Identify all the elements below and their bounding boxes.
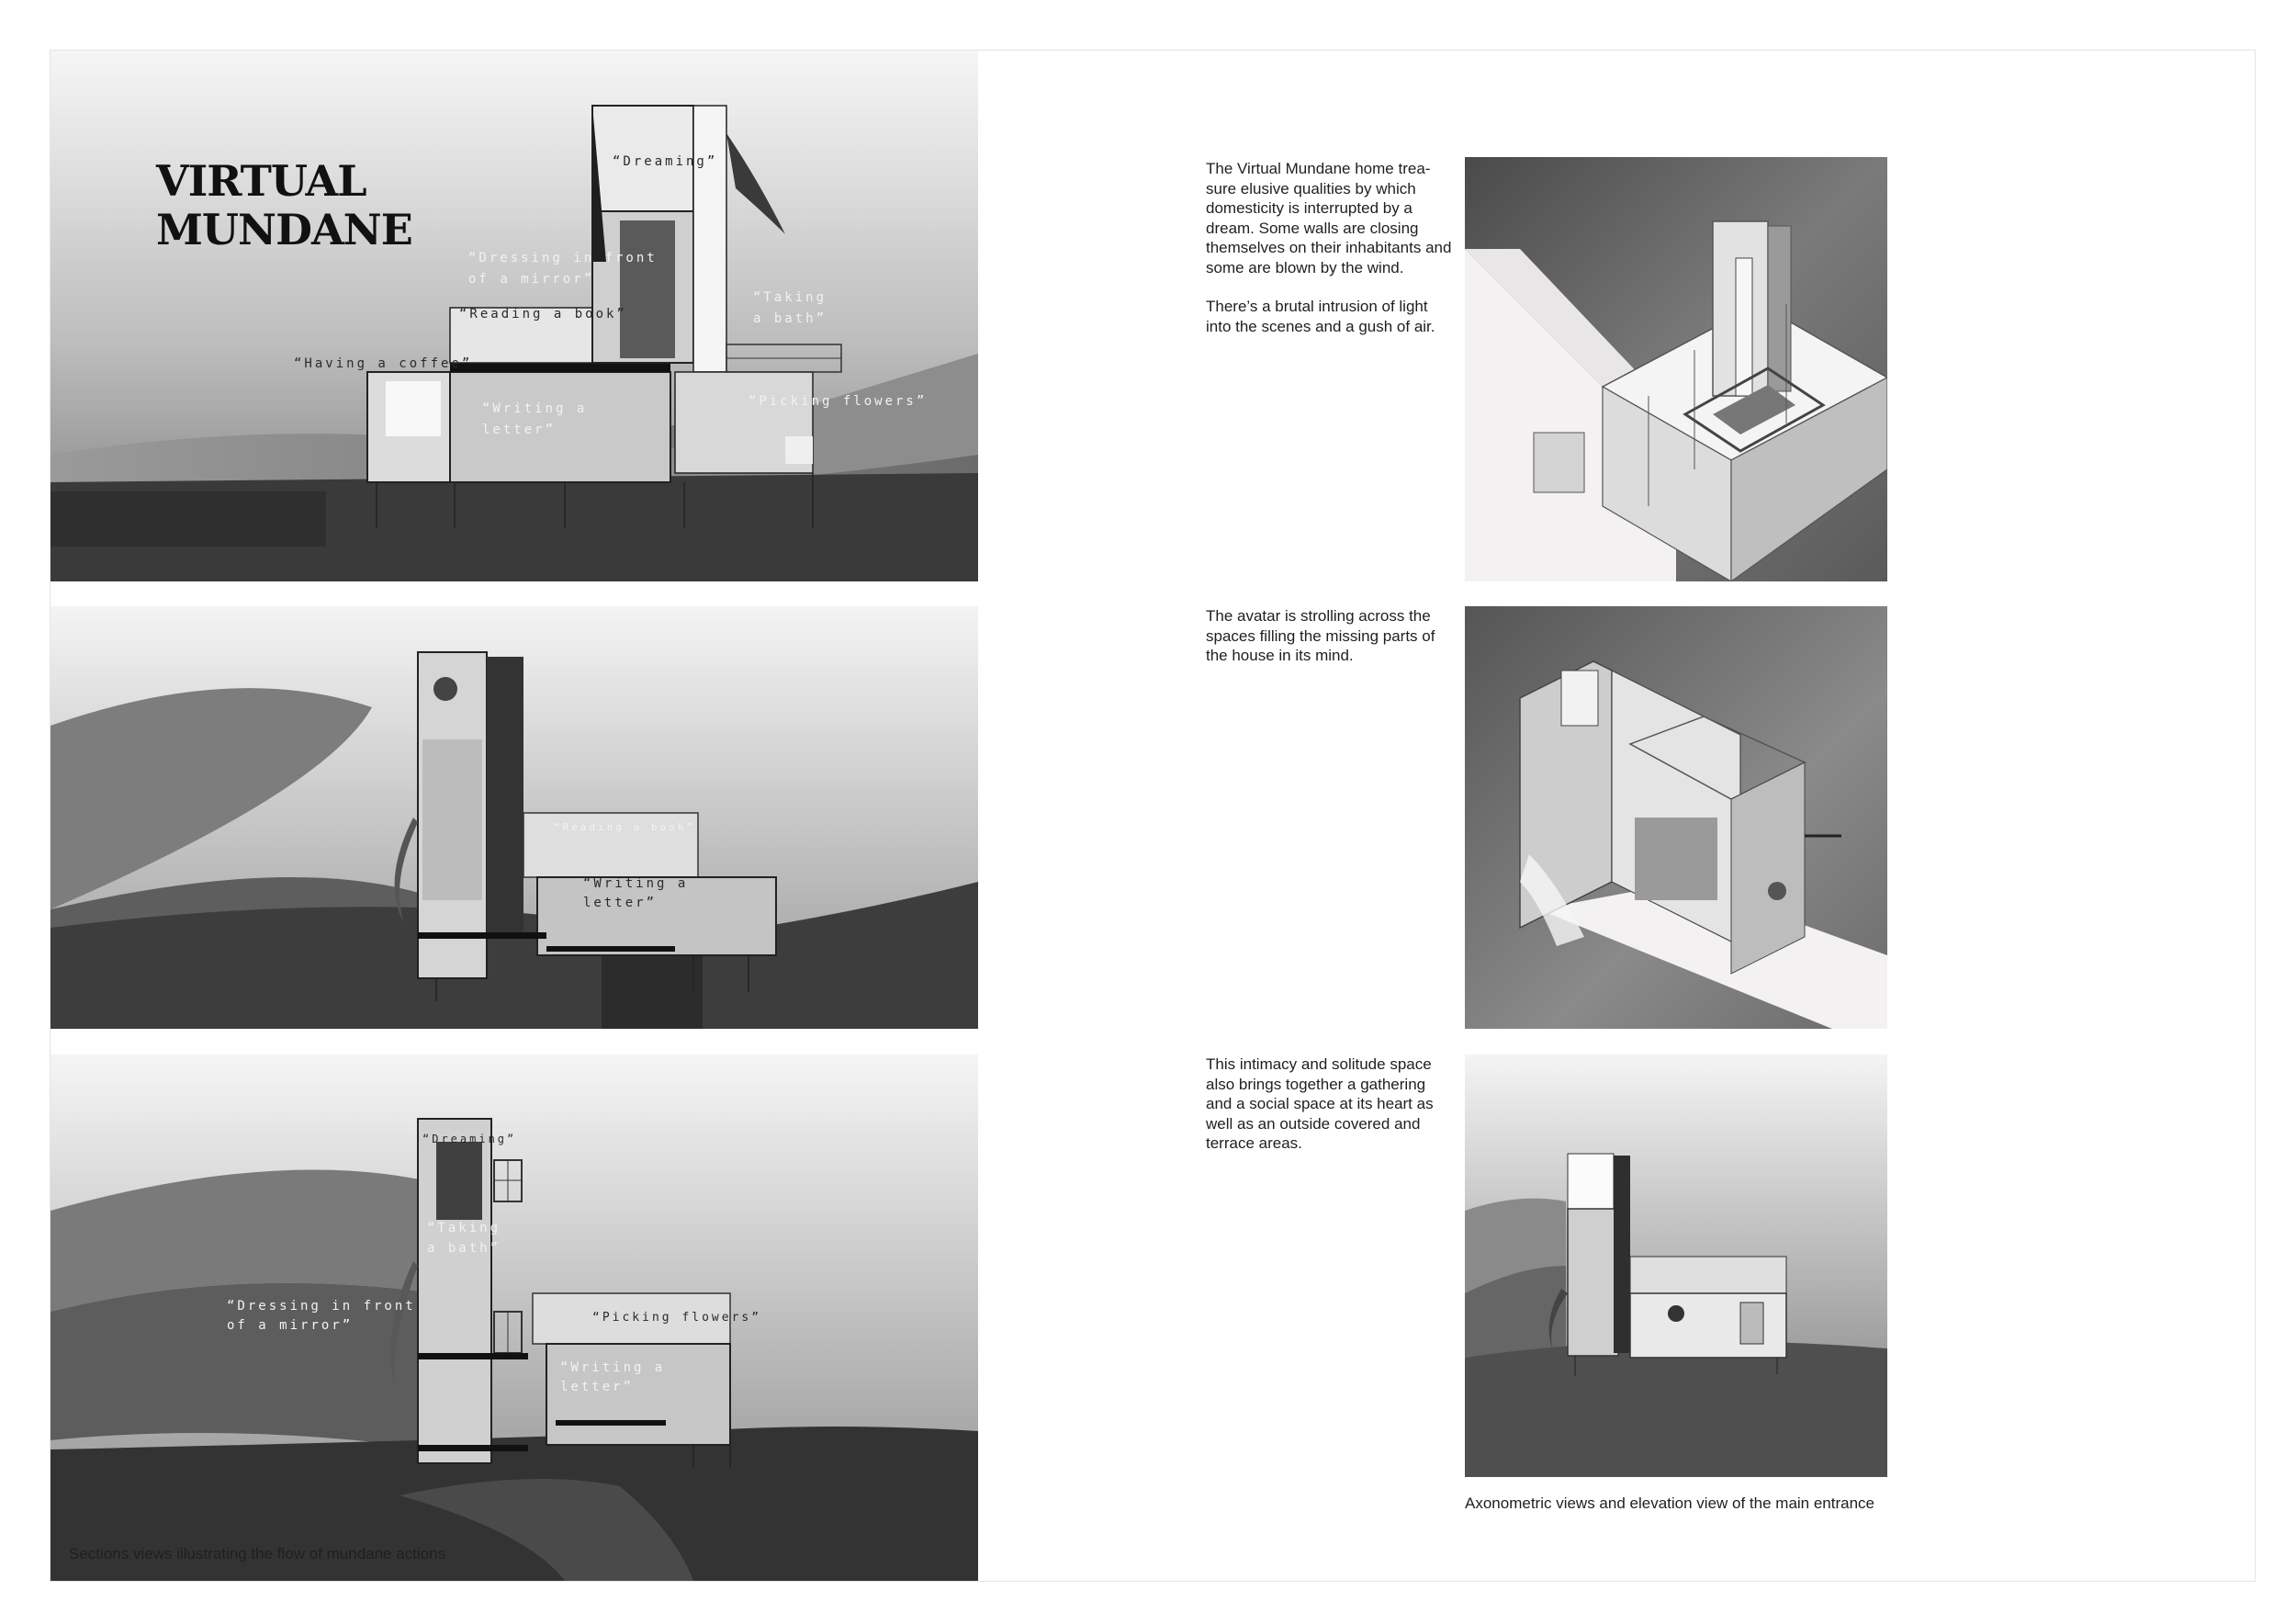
sections-caption: Sections views illustrating the flow of mundane actions (69, 1545, 446, 1562)
label-mirror-line2: of a mirror” (227, 1318, 354, 1333)
description-3-paragraph: This intimacy and solitude space also brings together a gathering and a social space at its heart as well as an outside covered and terrace areas. (1206, 1055, 1434, 1152)
section-view-2 (51, 606, 978, 1029)
description-2-paragraph: The avatar is strolling across the spaces filling the missing parts of the house in its mind. (1206, 607, 1435, 664)
title-line-2: MUNDANE (156, 205, 412, 254)
axonometric-view-2 (1465, 606, 1887, 1029)
label-writing-line1: “Writing a (560, 1360, 666, 1375)
presentation-sheet (50, 50, 2256, 1582)
elevation-view-main-entrance (1465, 1054, 1887, 1477)
axonometric-view-1 (1465, 157, 1887, 581)
section-view-3 (51, 1054, 978, 1581)
label-mirror-line1: “Dressing in front (468, 251, 658, 265)
description-1-paragraph-2: There’s a brutal intrusion of light into the scenes and a gush of air. (1206, 298, 1435, 335)
label-writing-line1: “Writing a (482, 401, 588, 416)
label-reading-book: “Reading a book” (554, 821, 695, 833)
section-drawing-1 (51, 51, 978, 581)
label-dreaming: “Dreaming” (613, 154, 718, 169)
description-3 (1206, 1054, 1454, 1173)
description-2 (1206, 606, 1454, 685)
description-1-paragraph-1: The Virtual Mundane home trea-sure elusive qualities by which domesticity is interrupted by a dream. Some walls are closing themselves on their inhabitants and some are blown by the wind. (1206, 160, 1452, 276)
title-line-1: VIRTUAL (156, 156, 366, 206)
label-writing-line1: “Writing a (583, 876, 689, 891)
label-bath-line1: “Taking (427, 1221, 501, 1235)
label-bath-line2: a bath” (753, 311, 827, 326)
label-bath-line1: “Taking (753, 290, 827, 305)
label-writing-line2: letter” (560, 1380, 635, 1394)
label-reading-book: “Reading a book” (459, 307, 627, 321)
section-drawing-3 (51, 1054, 978, 1581)
label-flowers: “Picking flowers” (748, 394, 928, 409)
label-coffee: “Having a coffee” (294, 356, 473, 371)
label-mirror-line2: of a mirror” (468, 272, 595, 287)
label-writing-line2: letter” (583, 896, 658, 910)
label-dreaming: “Dreaming” (422, 1133, 517, 1145)
label-flowers: “Picking flowers” (592, 1311, 762, 1325)
label-writing-line2: letter” (482, 423, 557, 437)
section-drawing-2 (51, 606, 978, 1029)
label-bath-line2: a bath” (427, 1241, 501, 1256)
description-1 (1206, 159, 1454, 355)
label-mirror-line1: “Dressing in front (227, 1299, 416, 1314)
axonometric-caption: Axonometric views and elevation view of the main entrance (1465, 1494, 1875, 1512)
section-view-1 (51, 51, 978, 581)
